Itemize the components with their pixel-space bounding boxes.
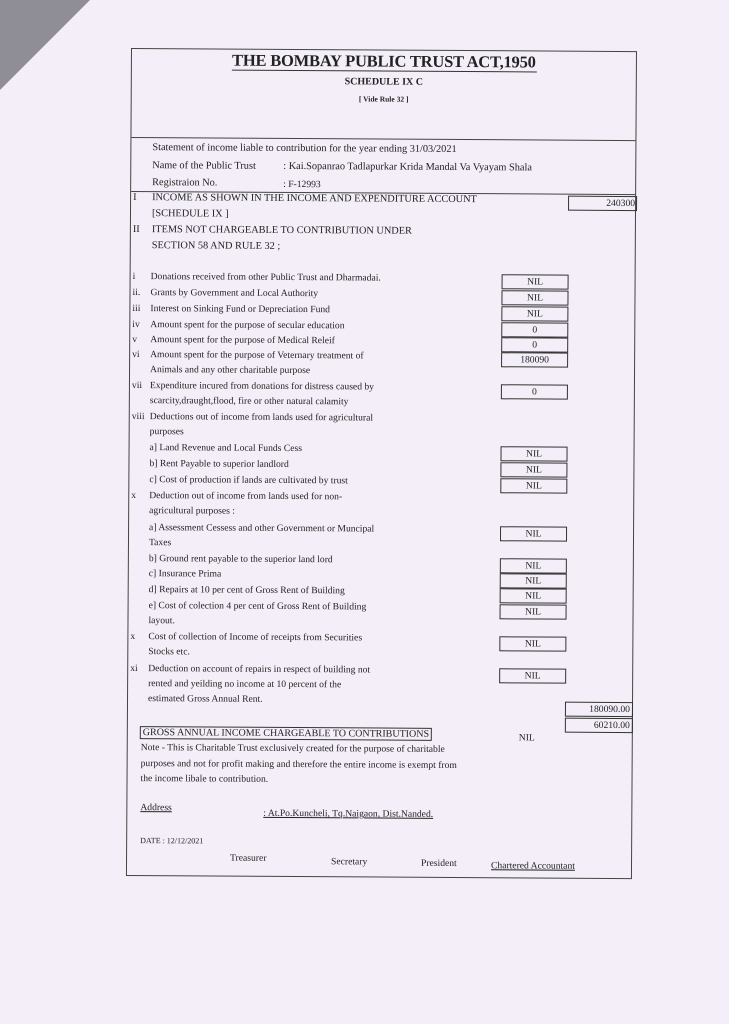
item-num: vi xyxy=(132,349,140,361)
item-num: ii. xyxy=(132,287,141,299)
gross-income-value: NIL xyxy=(518,732,535,744)
item-text: Donations received from other Public Trust and Dharmadai. xyxy=(150,271,381,284)
item-num: x xyxy=(131,490,137,502)
item-text-cont: purposes xyxy=(149,426,184,438)
item-value-box: NIL xyxy=(500,588,567,603)
item-value-box: NIL xyxy=(502,274,569,289)
item-num: vii xyxy=(131,380,143,392)
item-value-box: 0 xyxy=(501,322,568,337)
item-text-cont: Stocks etc. xyxy=(148,646,190,658)
trust-name-label: Name of the Public Trust xyxy=(152,160,256,172)
item-value-box: NIL xyxy=(500,604,567,619)
address-value: : At.Po.Kuncheli, Tq.Naigaon, Dist.Nanded. xyxy=(263,807,434,820)
secretary-label: Secretary xyxy=(330,856,368,868)
item-text-cont: rented and yeilding no income at 10 percent of the xyxy=(148,678,342,691)
item-text: Deduction out of income from lands used for non- xyxy=(149,490,343,503)
section-1-amount: 240300 xyxy=(568,196,637,211)
total-deductions: 180090.00 xyxy=(565,702,633,717)
item-value-box: 0 xyxy=(501,384,568,399)
item-text: Amount spent for the purpose of secular education xyxy=(150,319,345,332)
item-num: v xyxy=(132,334,138,346)
item-text: e] Cost of colection 4 per cent of Gross Rent of Building xyxy=(148,600,367,613)
schedule-label: SCHEDULE IX C xyxy=(344,76,424,88)
balance-amount: 60210.00 xyxy=(565,718,633,733)
gross-income-label: GROSS ANNUAL INCOME CHARGEABLE TO CONTRIBUTIONS xyxy=(140,726,432,741)
item-text-cont: layout. xyxy=(148,615,175,627)
president-label: President xyxy=(420,857,457,870)
note-line-3: the income libale to contribution. xyxy=(140,773,269,785)
item-num: i xyxy=(132,271,136,283)
item-text: a] Land Revenue and Local Funds Cess xyxy=(149,442,302,455)
item-value-box: NIL xyxy=(499,668,566,683)
item-text: Interest on Sinking Fund or Depreciation Fund xyxy=(150,303,331,316)
rule-reference: [ Vide Rule 32 ] xyxy=(358,94,409,104)
item-text: Amount spent for the purpose of Medical Releif xyxy=(150,334,335,347)
item-value-box: NIL xyxy=(500,526,567,541)
item-text: Deductions out of income from lands used for agricultural xyxy=(149,411,374,424)
item-num: viii xyxy=(131,411,145,423)
item-text: c] Cost of production if lands are cultivated by trust xyxy=(149,474,348,487)
registration-label: Registraion No. xyxy=(152,177,218,189)
date-line: DATE : 12/12/2021 xyxy=(140,836,204,846)
item-num: iii xyxy=(132,303,141,315)
item-text: Deduction on account of repairs in respect of building not xyxy=(148,663,371,676)
header-divider xyxy=(131,137,635,141)
address-label: Address xyxy=(140,802,172,814)
form-title: THE BOMBAY PUBLIC TRUST ACT,1950 xyxy=(232,50,536,72)
registration-value: : F-12993 xyxy=(283,178,321,191)
section-2-number: II xyxy=(132,224,140,236)
item-num: xi xyxy=(130,663,138,675)
item-text: b] Rent Payable to superior landlord xyxy=(149,458,289,470)
item-value-box: NIL xyxy=(500,462,567,477)
item-value-box: NIL xyxy=(501,306,568,321)
item-value-box: NIL xyxy=(500,573,567,588)
item-text-cont: estimated Gross Annual Rent. xyxy=(147,693,263,705)
item-text: a] Assessment Cessess and other Government or Muncipal xyxy=(149,522,375,535)
folded-corner-shadow xyxy=(0,0,90,90)
item-value-box: NIL xyxy=(500,446,567,461)
treasurer-label: Treasurer xyxy=(230,852,267,864)
item-text: Amount spent for the purpose of Veternary treatment of xyxy=(150,349,364,362)
item-value-box: NIL xyxy=(500,478,567,493)
item-value-box: NIL xyxy=(499,636,566,651)
chartered-accountant-label: Chartered Accountant xyxy=(490,860,575,872)
item-text: d] Repairs at 10 per cent of Gross Rent of Building xyxy=(148,584,345,597)
section-1-number: I xyxy=(133,192,137,204)
item-text-cont: Animals and any other charitable purpose xyxy=(150,364,311,377)
section-2-line2: SECTION 58 AND RULE 32 ; xyxy=(151,240,281,252)
schedule-form xyxy=(126,48,637,879)
item-text-cont: Taxes xyxy=(148,537,172,549)
item-value-box: 0 xyxy=(501,337,568,352)
statement-line: Statement of income liable to contribution for the year ending 31/03/2021 xyxy=(152,142,457,155)
item-text: c] Insurance Prima xyxy=(148,568,222,580)
note-line-2: purposes and not for profit making and therefore the entire income is exempt from xyxy=(140,758,457,772)
item-value-box: NIL xyxy=(501,290,568,305)
note-line-1: Note - This is Charitable Trust exclusively created for the purpose of charitable xyxy=(140,742,445,755)
section-1-line2: [SCHEDULE IX ] xyxy=(151,208,229,220)
section-1-line1: INCOME AS SHOWN IN THE INCOME AND EXPENDITURE ACCOUNT xyxy=(152,192,477,206)
trust-name-value: : Kai.Sopanrao Tadlapurkar Krida Mandal Va Vyayam Shala xyxy=(283,160,532,174)
item-text: b] Ground rent payable to the superior land lord xyxy=(148,553,333,566)
item-num: iv xyxy=(132,319,140,331)
item-value-box: 180090 xyxy=(501,352,568,367)
item-text: Expenditure incured from donations for distress caused by xyxy=(149,380,375,393)
item-text: Cost of collection of Income of receipts from Securities xyxy=(148,631,363,644)
item-text-cont: scarcity,draught,flood, fire or other natural calamity xyxy=(149,395,349,408)
item-value-box: NIL xyxy=(500,558,567,573)
item-num: x xyxy=(130,631,136,643)
section-2-line1: ITEMS NOT CHARGEABLE TO CONTRIBUTION UNDER xyxy=(151,224,412,237)
item-text: Grants by Government and Local Authority xyxy=(150,287,319,300)
item-text-cont: agricultural purposes : xyxy=(149,505,236,517)
